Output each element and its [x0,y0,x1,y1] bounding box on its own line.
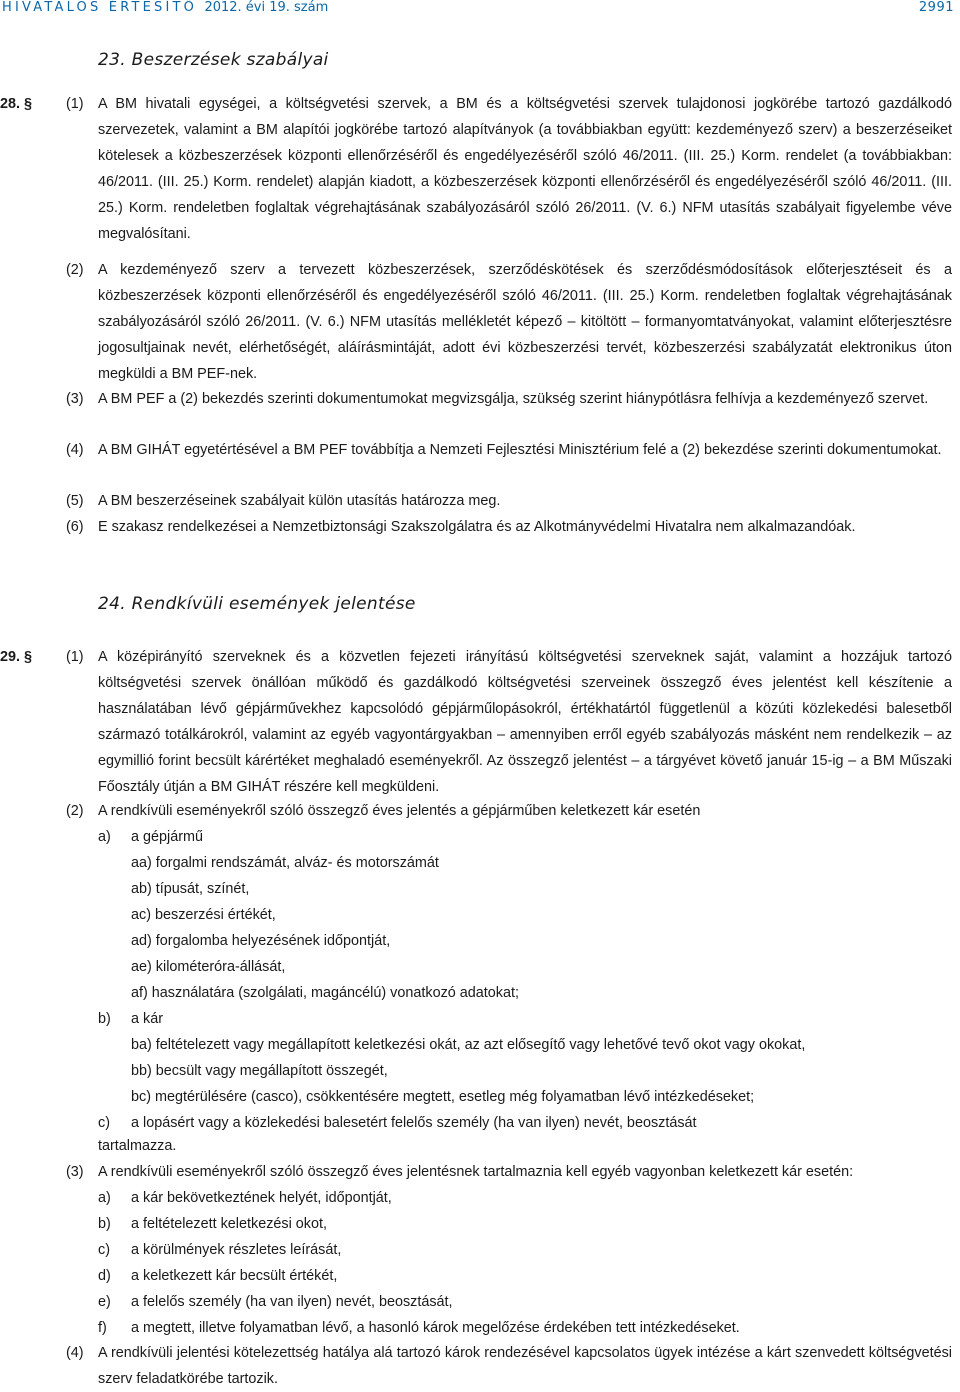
list-item-label: e) [98,1294,111,1310]
subsection-text: A BM PEF a (2) bekezdés szerinti dokumentumokat megvizsgálja, szükség szerint hiánypótlásra felhívja a kezdeményező szervet. [98,391,929,407]
subsection-number: (3) [66,1164,84,1180]
page-number: 2991 [918,0,954,15]
paragraph-29 [0,644,952,800]
list-item-text: ad) forgalomba helyezésének időpontját, [131,933,391,949]
list-item-text: a megtett, illetve folyamatban lévő, a hasonló károk megelőzése érdekében tett intézkedéseket. [131,1320,740,1336]
list-item-label: f) [98,1320,107,1336]
list-item-text: a kár [131,1011,163,1027]
list-item-text: a gépjármű [131,829,203,845]
subsection-number: (4) [66,1345,84,1361]
list-item-text: ae) kilométeróra-állását, [131,959,286,975]
list-item-label: a) [98,829,111,845]
paragraph-28 [0,91,952,247]
subsection-5 [0,488,952,514]
list-item-label: d) [98,1268,111,1284]
list-item-label: b) [98,1011,111,1027]
list-item-label: c) [98,1242,110,1258]
list-item-text: a kár bekövetkeztének helyét, időpontját, [131,1190,392,1206]
list-tail: tartalmazza. [98,1138,177,1154]
list-item-text: ab) típusát, színét, [131,881,250,897]
list-item-text: a lopásért vagy a közlekedési balesetért felelős személy (ha van ilyen) nevét, beosztását [131,1115,697,1131]
list-item-text: bc) megtérülésére (casco), csökkentésére megtett, esetleg még folyamatban lévő intézkedéseket; [131,1089,755,1105]
subsection-number: (5) [66,493,84,509]
subsection-3 [0,386,952,412]
list-item-text: a felelős személy (ha van ilyen) nevét, beosztását, [131,1294,453,1310]
subsection-2 [0,798,952,824]
subsection-text: A BM GIHÁT egyetértésével a BM PEF továbbítja a Nemzeti Fejlesztési Minisztérium felé a (2) bekezdése szerinti dokumentumokat. [98,442,942,458]
subsection-text: A középirányító szerveknek és a közvetlen fejezeti irányítású költségvetési szerveknek saját, valamint a hozzájuk tartozó költségvetési szervek önállóan működő és gazdálkodó költségvetési szerveinek összegző éves jelentést kell készítenie a használatában lévő gépjárművekhez kapcsolódó gépjárműlopásokról, értékhatártól függetlenül a közúti közlekedési balesetből származó totálkárokról, valamint az egyéb vagyontárgyakban – amennyiben erről egyéb szabályozás másként nem rendelkezik – az egymillió forint becsült kárértéket meghaladó eseményekről. Az összegző jelentést – a tárgyévet követő január 15-ig – a BM Műszaki Főosztály útján a BM GIHÁT részére kell megküldeni. [98,649,952,795]
section-title-24: 24. Rendkívüli események jelentése [98,594,416,614]
list-item-text: ac) beszerzési értékét, [131,907,276,923]
journal-name: HIVATALOS ÉRTESÍTŐ 2012. évi 19. szám [2,0,329,15]
list-item-text: aa) forgalmi rendszámát, alváz- és motorszámát [131,855,439,871]
subsection-4 [0,437,952,463]
subsection-number: (1) [66,649,84,665]
subsection-text: A BM hivatali egységei, a költségvetési szervek, a BM és a költségvetési szervek tulajdonosi jogkörébe tartozó gazdálkodó szervezetek, valamint a BM alapítói jogkörébe tartozó alapítványok (a továbbiakban együtt: kezdeményező szerv) a beszerzéseiket kötelesek a közbeszerzések központi ellenőrzéséről és engedélyezéséről szóló 46/2011. (III. 25.) Korm. rendelet (a továbbiakban: 46/2011. (III. 25.) Korm. rendelet) alapján kiadott, a közbeszerzések központi ellenőrzéséről és engedélyezéséről szóló 46/2011. (III. 25.) Korm. rendeletben foglaltak végrehajtásának szabályozásáról szóló 26/2011. (V. 6.) NFM utasítás szabályait figyelembe véve megvalósítani. [98,96,952,242]
paragraph-number: 28. § [0,96,33,112]
list-item-text: a körülmények részletes leírását, [131,1242,342,1258]
list-item-text: ba) feltételezett vagy megállapított keletkezési okát, az azt elősegítő vagy lehetővé tevő okot vagy okokat, [131,1037,806,1053]
list-item-text: af) használatára (szolgálati, magáncélú) vonatkozó adatokat; [131,985,519,1001]
subsection-text: E szakasz rendelkezései a Nemzetbiztonsági Szakszolgálatra és az Alkotmányvédelmi Hivatalra nem alkalmazandóak. [98,519,856,535]
subsection-text: A rendkívüli jelentési kötelezettség hatálya alá tartozó károk rendezésével kapcsolatos ügyek intézése a kárt szenvedett költségvetési szerv feladatkörébe tartozik. [98,1345,952,1387]
running-header [0,0,960,22]
issue-label: 2012. évi 19. szám [204,0,329,15]
subsection-number: (1) [66,96,84,112]
subsection-number: (3) [66,391,84,407]
paragraph-number: 29. § [0,649,33,665]
section-title-23: 23. Beszerzések szabályai [98,50,329,70]
subsection-text: A BM beszerzéseinek szabályait külön utasítás határozza meg. [98,493,501,509]
subsection-number: (2) [66,803,84,819]
subsection-number: (2) [66,262,84,278]
subsection-3 [0,1159,952,1185]
list-item-label: c) [98,1115,110,1131]
list-item-text: a feltételezett keletkezési okot, [131,1216,327,1232]
subsection-text: A rendkívüli eseményekről szóló összegző éves jelentésnek tartalmaznia kell egyéb vagyonban keletkezett kár esetén: [98,1164,854,1180]
subsection-text: A rendkívüli eseményekről szóló összegző éves jelentés a gépjárműben keletkezett kár esetén [98,803,701,819]
subsection-2 [0,257,952,387]
list-item-label: a) [98,1190,111,1206]
list-item-label: b) [98,1216,111,1232]
subsection-number: (6) [66,519,84,535]
list-item-text: bb) becsült vagy megállapított összegét, [131,1063,388,1079]
subsection-number: (4) [66,442,84,458]
subsection-6 [0,514,952,540]
list-item-text: a keletkezett kár becsült értékét, [131,1268,338,1284]
subsection-4 [0,1340,952,1392]
subsection-text: A kezdeményező szerv a tervezett közbeszerzések, szerződéskötések és szerződésmódosítások előterjesztéseit és a közbeszerzések központi ellenőrzéséről és engedélyezéséről szóló 46/2011. (III. 25.) Korm. rendeletben foglaltak végrehajtásának szabályozásáról szóló 26/2011. (V. 6.) NFM utasítás mellékletét képező – kitöltött – formanyomtatványokat, valamint előterjesztésre jogosultjainak nevét, elérhetőségét, aláírásmintáját, adott évi közbeszerzési tervét, közbeszerzési szabályzatát elektronikus úton megküldi a BM PEF-nek. [98,262,952,382]
